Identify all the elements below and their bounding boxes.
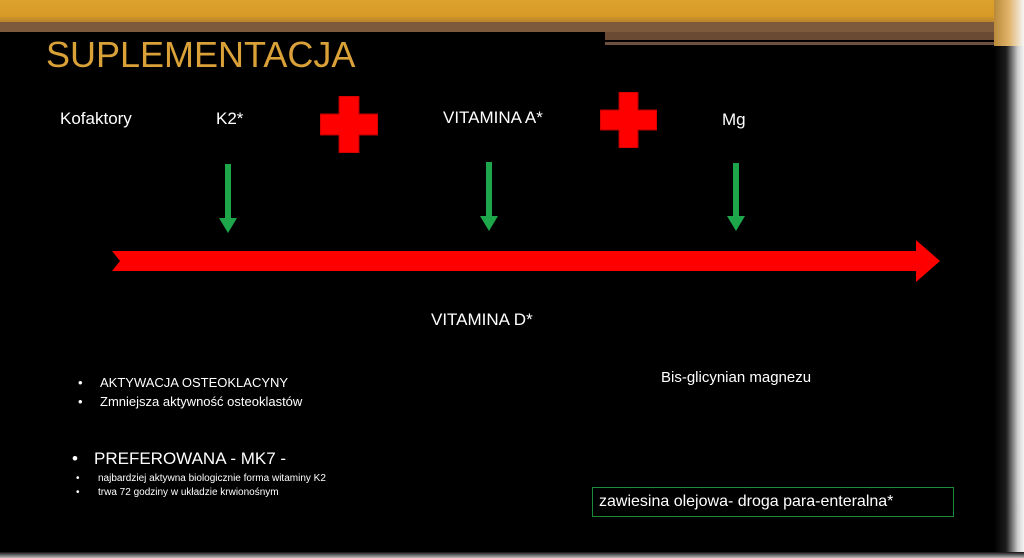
top-thin-accent-bar [605,42,1015,45]
preferred-bullet-list [72,448,286,470]
preferred-form-heading: • PREFEROWANA - MK7 - [72,448,286,470]
list-item: • najbardziej aktywna biologicznie forma witaminy K2 [76,472,326,486]
vitamin-d-label: VITAMINA D* [431,310,533,329]
top-gold-bar [0,0,1024,22]
slide-title: SUPLEMENTACJA [46,34,356,75]
slide-bottom-edge [0,552,1024,558]
magnesium-form-note: Bis-glicynian magnezu [661,369,812,386]
down-arrow-icon [219,164,237,233]
right-arrow-icon [112,240,940,282]
k2-label: K2* [216,109,244,128]
plus-cross-icon [600,92,657,148]
top-brown-bar [0,22,1010,32]
mg-label: Mg [722,110,746,129]
list-item: • AKTYWACJA OSTEOKLACYNY [78,373,302,392]
k2-bullet-list [78,373,302,411]
vitamin-a-label: VITAMINA A* [443,108,543,127]
down-arrow-icon [727,163,745,231]
slide-right-edge [994,0,1024,558]
cofactors-label: Kofaktory [60,109,132,128]
down-arrow-icon [480,162,498,231]
list-item: • trwa 72 godziny w układzie krwionośnym [76,486,326,500]
vitamin-d-form-box: zawiesina olejowa- droga para-enteralna* [592,487,954,517]
slide-right-edge-top [994,0,1024,46]
mk7-bullet-list [76,472,326,500]
list-item: • Zmniejsza aktywność osteoklastów [78,392,302,411]
top-brown-accent-bar [605,32,995,40]
plus-cross-icon [320,96,378,153]
